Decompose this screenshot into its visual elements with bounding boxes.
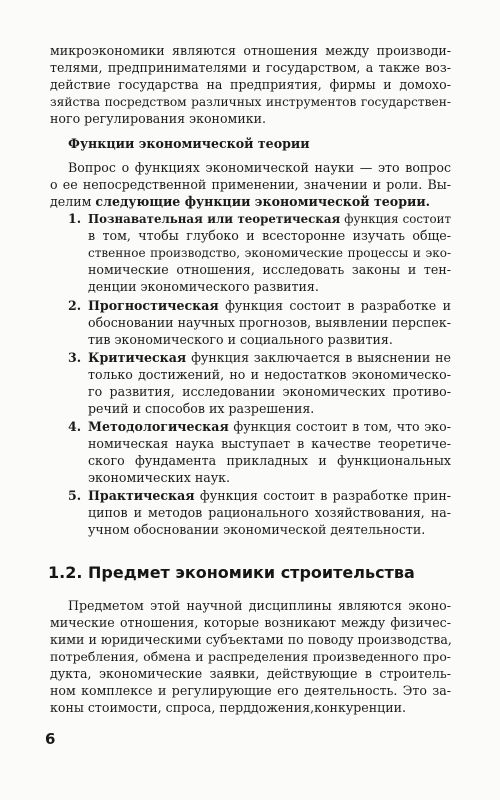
text-line: о ее непосредственной применении, значении и роли. Вы-: [50, 177, 451, 192]
text-line: потребления, обмена и распределения произведенного про-: [50, 649, 451, 664]
page-number: 6: [45, 730, 56, 748]
list-number: 4.: [68, 419, 82, 434]
text-bold: Познавательная или теоретическая: [88, 212, 341, 226]
text-plain: функция состоит в том, что эко-: [228, 419, 451, 434]
list-number: 2.: [68, 298, 82, 313]
text-bold: Прогностическая: [88, 298, 219, 313]
text-line: телями, предпринимателями и государством, а также воз-: [50, 60, 451, 75]
text-line: ственное производство, экономические процессы и эко-: [88, 246, 451, 260]
list-number: 3.: [68, 350, 82, 365]
text-plain: делим: [50, 194, 96, 209]
text-line: ципов и методов рационального хозяйствования, на-: [88, 505, 451, 520]
text-line: номические отношения, исследовать законы и тен-: [88, 262, 451, 277]
text-line: [88, 298, 451, 314]
text-bold: Критическая: [88, 350, 187, 365]
text-line: учном обосновании экономической деятельности.: [88, 522, 426, 537]
section-heading: 1.2. Предмет экономики строительства: [48, 563, 415, 582]
text-line: действие государства на предприятия, фирмы и домохо-: [50, 77, 451, 92]
text-line: [88, 211, 451, 227]
text-line: экономических наук.: [88, 470, 231, 485]
text-line: [88, 350, 451, 366]
text-line: номическая наука выступает в качестве теоретиче-: [88, 436, 451, 451]
text-line: ном комплексе и регулирующие его деятельность. Это за-: [50, 683, 451, 698]
list-number: 1.: [68, 211, 82, 226]
text-line: денции экономического развития.: [88, 279, 319, 294]
list-number: 5.: [68, 488, 82, 503]
text-line: тив экономического и социального развития.: [88, 332, 393, 347]
text-plain: функция состоит: [340, 212, 451, 226]
text-line: зяйства посредством различных инструментов государствен-: [50, 95, 451, 109]
text-line: только достижений, но и недостатков экономическо-: [88, 367, 451, 382]
text-bold: следующие функции экономической теории.: [95, 194, 431, 209]
text-line: мические отношения, которые возникают между физичес-: [50, 615, 451, 630]
text-line: обосновании научных прогнозов, выявлении перспек-: [88, 315, 451, 330]
text-line: ного регулирования экономики.: [50, 111, 266, 126]
text-line: го развития, исследовании экономических противо-: [88, 384, 451, 399]
text-line: в том, чтобы глубоко и всесторонне изучать обще-: [88, 228, 451, 243]
text-line: речий и способов их разрешения.: [88, 401, 315, 416]
text-line: Предметом этой научной дисциплины являются эконо-: [68, 598, 451, 613]
text-line: Вопрос о функциях экономической науки — это вопрос: [68, 160, 451, 175]
text-line: кими и юридическими субъектами по поводу производства,: [50, 632, 452, 647]
text-plain: функция состоит в разработке и: [218, 298, 451, 313]
text-line: микроэкономики являются отношения между производи-: [50, 43, 451, 58]
text-line: коны стоимости, спроса, перддожения,конкуренции.: [50, 700, 407, 715]
text-plain: функция заключается в выяснении не: [186, 350, 451, 365]
text-line: ского фундамента прикладных и функциональных: [88, 453, 451, 468]
text-line: дукта, экономические заявки, действующие в строитель-: [50, 666, 451, 681]
text-line: [88, 419, 451, 435]
text-bold: Методологическая: [88, 419, 229, 434]
subheading-functions: Функции экономической теории: [68, 136, 310, 151]
text-line: [50, 194, 430, 210]
text-line: [88, 488, 451, 504]
text-plain: функция состоит в разработке прин-: [194, 488, 451, 503]
text-bold: Практическая: [88, 488, 195, 503]
